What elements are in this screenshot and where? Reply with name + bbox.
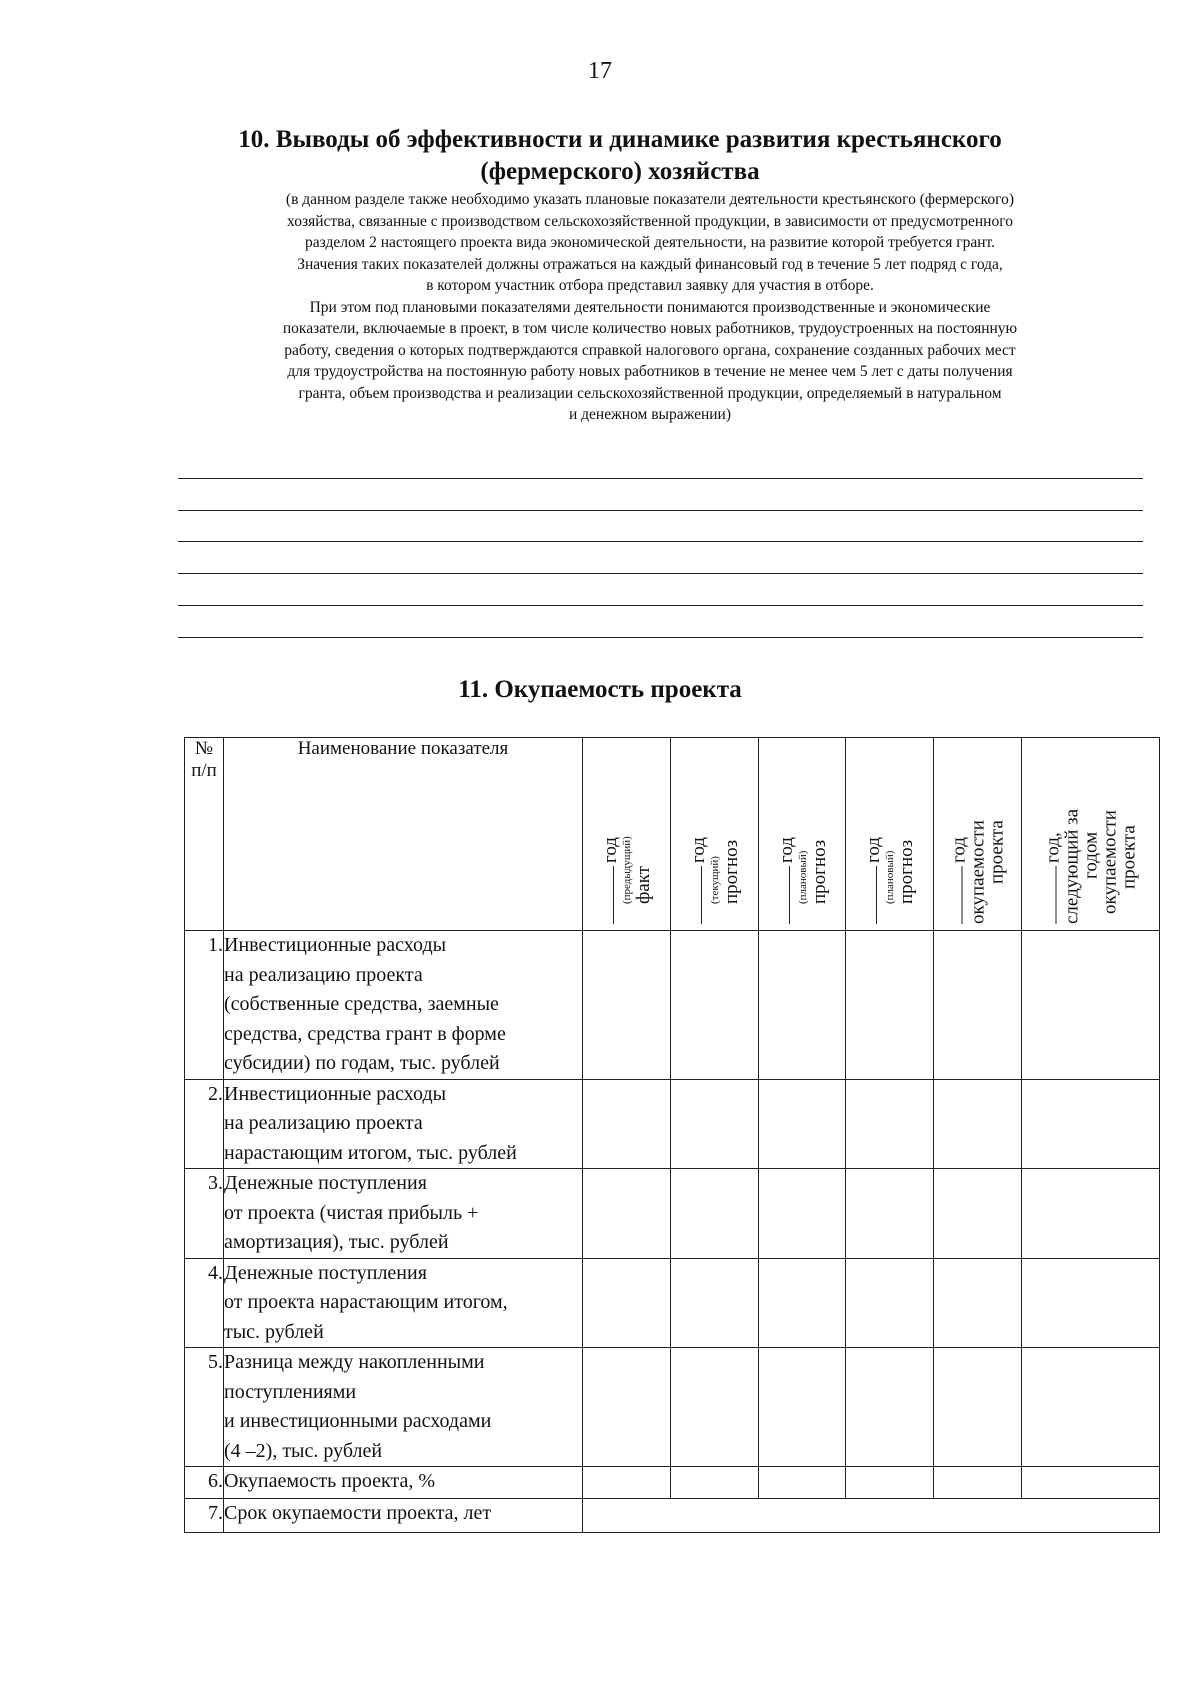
col-4-kind: прогноз <box>896 839 917 904</box>
header-col-6 <box>1022 738 1160 931</box>
value-cell[interactable] <box>671 1348 759 1467</box>
fill-in-line-1[interactable] <box>178 478 1143 479</box>
row-number: 3. <box>185 1169 224 1259</box>
value-cell[interactable] <box>934 1079 1022 1169</box>
col-5-kind-2: проекта <box>986 820 1008 884</box>
table-header-row <box>185 738 1160 931</box>
note-line: и денежном выражении) <box>568 406 732 423</box>
row-number: 7. <box>185 1499 224 1533</box>
col-4-year: год <box>863 837 884 863</box>
value-cell-merged[interactable] <box>583 1499 1160 1533</box>
table-row <box>185 1079 1160 1169</box>
note-line: гранта, объем производства и реализации сельскохозяйственной продукции, определяемый в натуральном <box>298 384 1002 402</box>
value-cell[interactable] <box>1022 1258 1160 1348</box>
header-col-4 <box>846 738 934 931</box>
col-6-payback: окупаемости <box>1099 810 1121 914</box>
value-cell[interactable] <box>1022 1079 1160 1169</box>
note-line: для трудоустройства на постоянную работу новых работников в течение не менее чем 5 лет с даты получения <box>287 363 1013 380</box>
col-1-kind: факт <box>633 865 654 904</box>
fill-in-line-4[interactable] <box>178 573 1143 574</box>
value-cell[interactable] <box>934 931 1022 1080</box>
col-5-kind: окупаемости <box>967 820 989 924</box>
value-cell[interactable] <box>583 1169 671 1259</box>
value-cell[interactable] <box>1022 1348 1160 1467</box>
value-cell[interactable] <box>583 1348 671 1467</box>
col-3-small: (плановый) <box>797 850 809 904</box>
col-3-kind: прогноз <box>809 839 830 904</box>
col-6-next: следующий за <box>1061 808 1083 924</box>
section-10-title-line1: 10. Выводы об эффективности и динамике развития крестьянского <box>238 126 1002 153</box>
col-6-project: проекта <box>1118 825 1140 889</box>
section-10-title <box>160 124 1080 188</box>
value-cell[interactable] <box>759 931 846 1080</box>
header-num: № п/п <box>185 738 224 931</box>
col-6-year-word: годом <box>1080 831 1102 879</box>
value-cell[interactable] <box>759 1467 846 1499</box>
header-col-1 <box>583 738 671 931</box>
table-row <box>185 931 1160 1080</box>
fill-in-line-3[interactable] <box>178 541 1143 542</box>
value-cell[interactable] <box>846 1348 934 1467</box>
value-cell[interactable] <box>934 1169 1022 1259</box>
col-2-year: год <box>688 837 709 863</box>
value-cell[interactable] <box>1022 931 1160 1080</box>
header-col-3 <box>759 738 846 931</box>
header-col-5 <box>934 738 1022 931</box>
note-line: показатели, включаемые в проект, в том числе количество новых работников, трудоустроенных на постоянную <box>282 320 1018 337</box>
note-line: Значения таких показателей должны отражаться на каждый финансовый год в течение 5 лет подряд с года, <box>297 255 1003 273</box>
value-cell[interactable] <box>759 1169 846 1259</box>
value-cell[interactable] <box>934 1258 1022 1348</box>
table-row <box>185 1169 1160 1259</box>
section-11-title: 11. Окупаемость проекта <box>458 676 742 703</box>
value-cell[interactable] <box>671 1079 759 1169</box>
value-cell[interactable] <box>583 1079 671 1169</box>
fill-in-line-2[interactable] <box>178 510 1143 511</box>
payback-table <box>184 737 1160 1533</box>
value-cell[interactable] <box>671 1258 759 1348</box>
row-number: 4. <box>185 1258 224 1348</box>
row-label: Окупаемость проекта, % <box>224 1467 583 1499</box>
value-cell[interactable] <box>846 931 934 1080</box>
table-row <box>185 1348 1160 1467</box>
col-2-kind: прогноз <box>721 839 742 904</box>
value-cell[interactable] <box>583 1258 671 1348</box>
value-cell[interactable] <box>759 1258 846 1348</box>
value-cell[interactable] <box>846 1079 934 1169</box>
page-number: 17 <box>588 58 612 84</box>
row-label: Инвестиционные расходы на реализацию проекта нарастающим итогом, тыс. рублей <box>224 1079 583 1169</box>
col-3-year: год <box>776 837 797 863</box>
value-cell[interactable] <box>759 1079 846 1169</box>
col-1-year: год <box>600 837 621 863</box>
row-label: Срок окупаемости проекта, лет <box>224 1499 583 1533</box>
col-1-small: (предыдущий) <box>621 836 633 904</box>
value-cell[interactable] <box>1022 1169 1160 1259</box>
value-cell[interactable] <box>846 1169 934 1259</box>
value-cell[interactable] <box>846 1258 934 1348</box>
row-label: Денежные поступления от проекта (чистая прибыль + амортизация), тыс. рублей <box>224 1169 583 1259</box>
note-line: (в данном разделе также необходимо указать плановые показатели деятельности крестьянского (фермерского) <box>285 191 1015 208</box>
col-4-small: (плановый) <box>884 850 896 904</box>
fill-in-line-5[interactable] <box>178 605 1143 606</box>
note-line: При этом под плановыми показателями деятельности понимаются производственные и экономические <box>309 298 991 316</box>
value-cell[interactable] <box>671 1169 759 1259</box>
value-cell[interactable] <box>934 1467 1022 1499</box>
note-line: хозяйства, связанные с производством сельскохозяйственной продукции, в зависимости от предусмотренного <box>287 212 1013 230</box>
value-cell[interactable] <box>846 1467 934 1499</box>
value-cell[interactable] <box>583 1467 671 1499</box>
section-10-note <box>165 189 1135 426</box>
row-number: 1. <box>185 931 224 1080</box>
col-2-small: (текущий) <box>709 856 721 904</box>
row-label: Разница между накопленными поступлениями и инвестиционными расходами (4 –2), тыс. рублей <box>224 1348 583 1467</box>
fill-in-line-6[interactable] <box>178 637 1143 638</box>
note-line: в котором участник отбора представил заявку для участия в отборе. <box>426 277 874 294</box>
row-number: 5. <box>185 1348 224 1467</box>
note-line: разделом 2 настоящего проекта вида экономической деятельности, на развитие которой требуется грант. <box>304 234 996 251</box>
value-cell[interactable] <box>583 931 671 1080</box>
row-number: 6. <box>185 1467 224 1499</box>
col-6-year: год, <box>1042 832 1064 863</box>
value-cell[interactable] <box>671 1467 759 1499</box>
value-cell[interactable] <box>671 931 759 1080</box>
table-row <box>185 1467 1160 1499</box>
value-cell[interactable] <box>934 1348 1022 1467</box>
row-label: Денежные поступления от проекта нарастающим итогом, тыс. рублей <box>224 1258 583 1348</box>
row-number: 2. <box>185 1079 224 1169</box>
row-label: Инвестиционные расходы на реализацию проекта (собственные средства, заемные средства, средства грант в форме субсидии) по годам, тыс. рублей <box>224 931 583 1080</box>
table-row <box>185 1499 1160 1533</box>
table-row <box>185 1258 1160 1348</box>
header-col-2 <box>671 738 759 931</box>
header-name: Наименование показателя <box>224 738 583 931</box>
section-10-title-line2: (фермерского) хозяйства <box>480 158 760 185</box>
value-cell[interactable] <box>1022 1467 1160 1499</box>
value-cell[interactable] <box>759 1348 846 1467</box>
col-5-year: год <box>948 837 970 863</box>
note-line: работу, сведения о которых подтверждаются справкой налогового органа, сохранение созданных рабочих мест <box>284 341 1016 359</box>
